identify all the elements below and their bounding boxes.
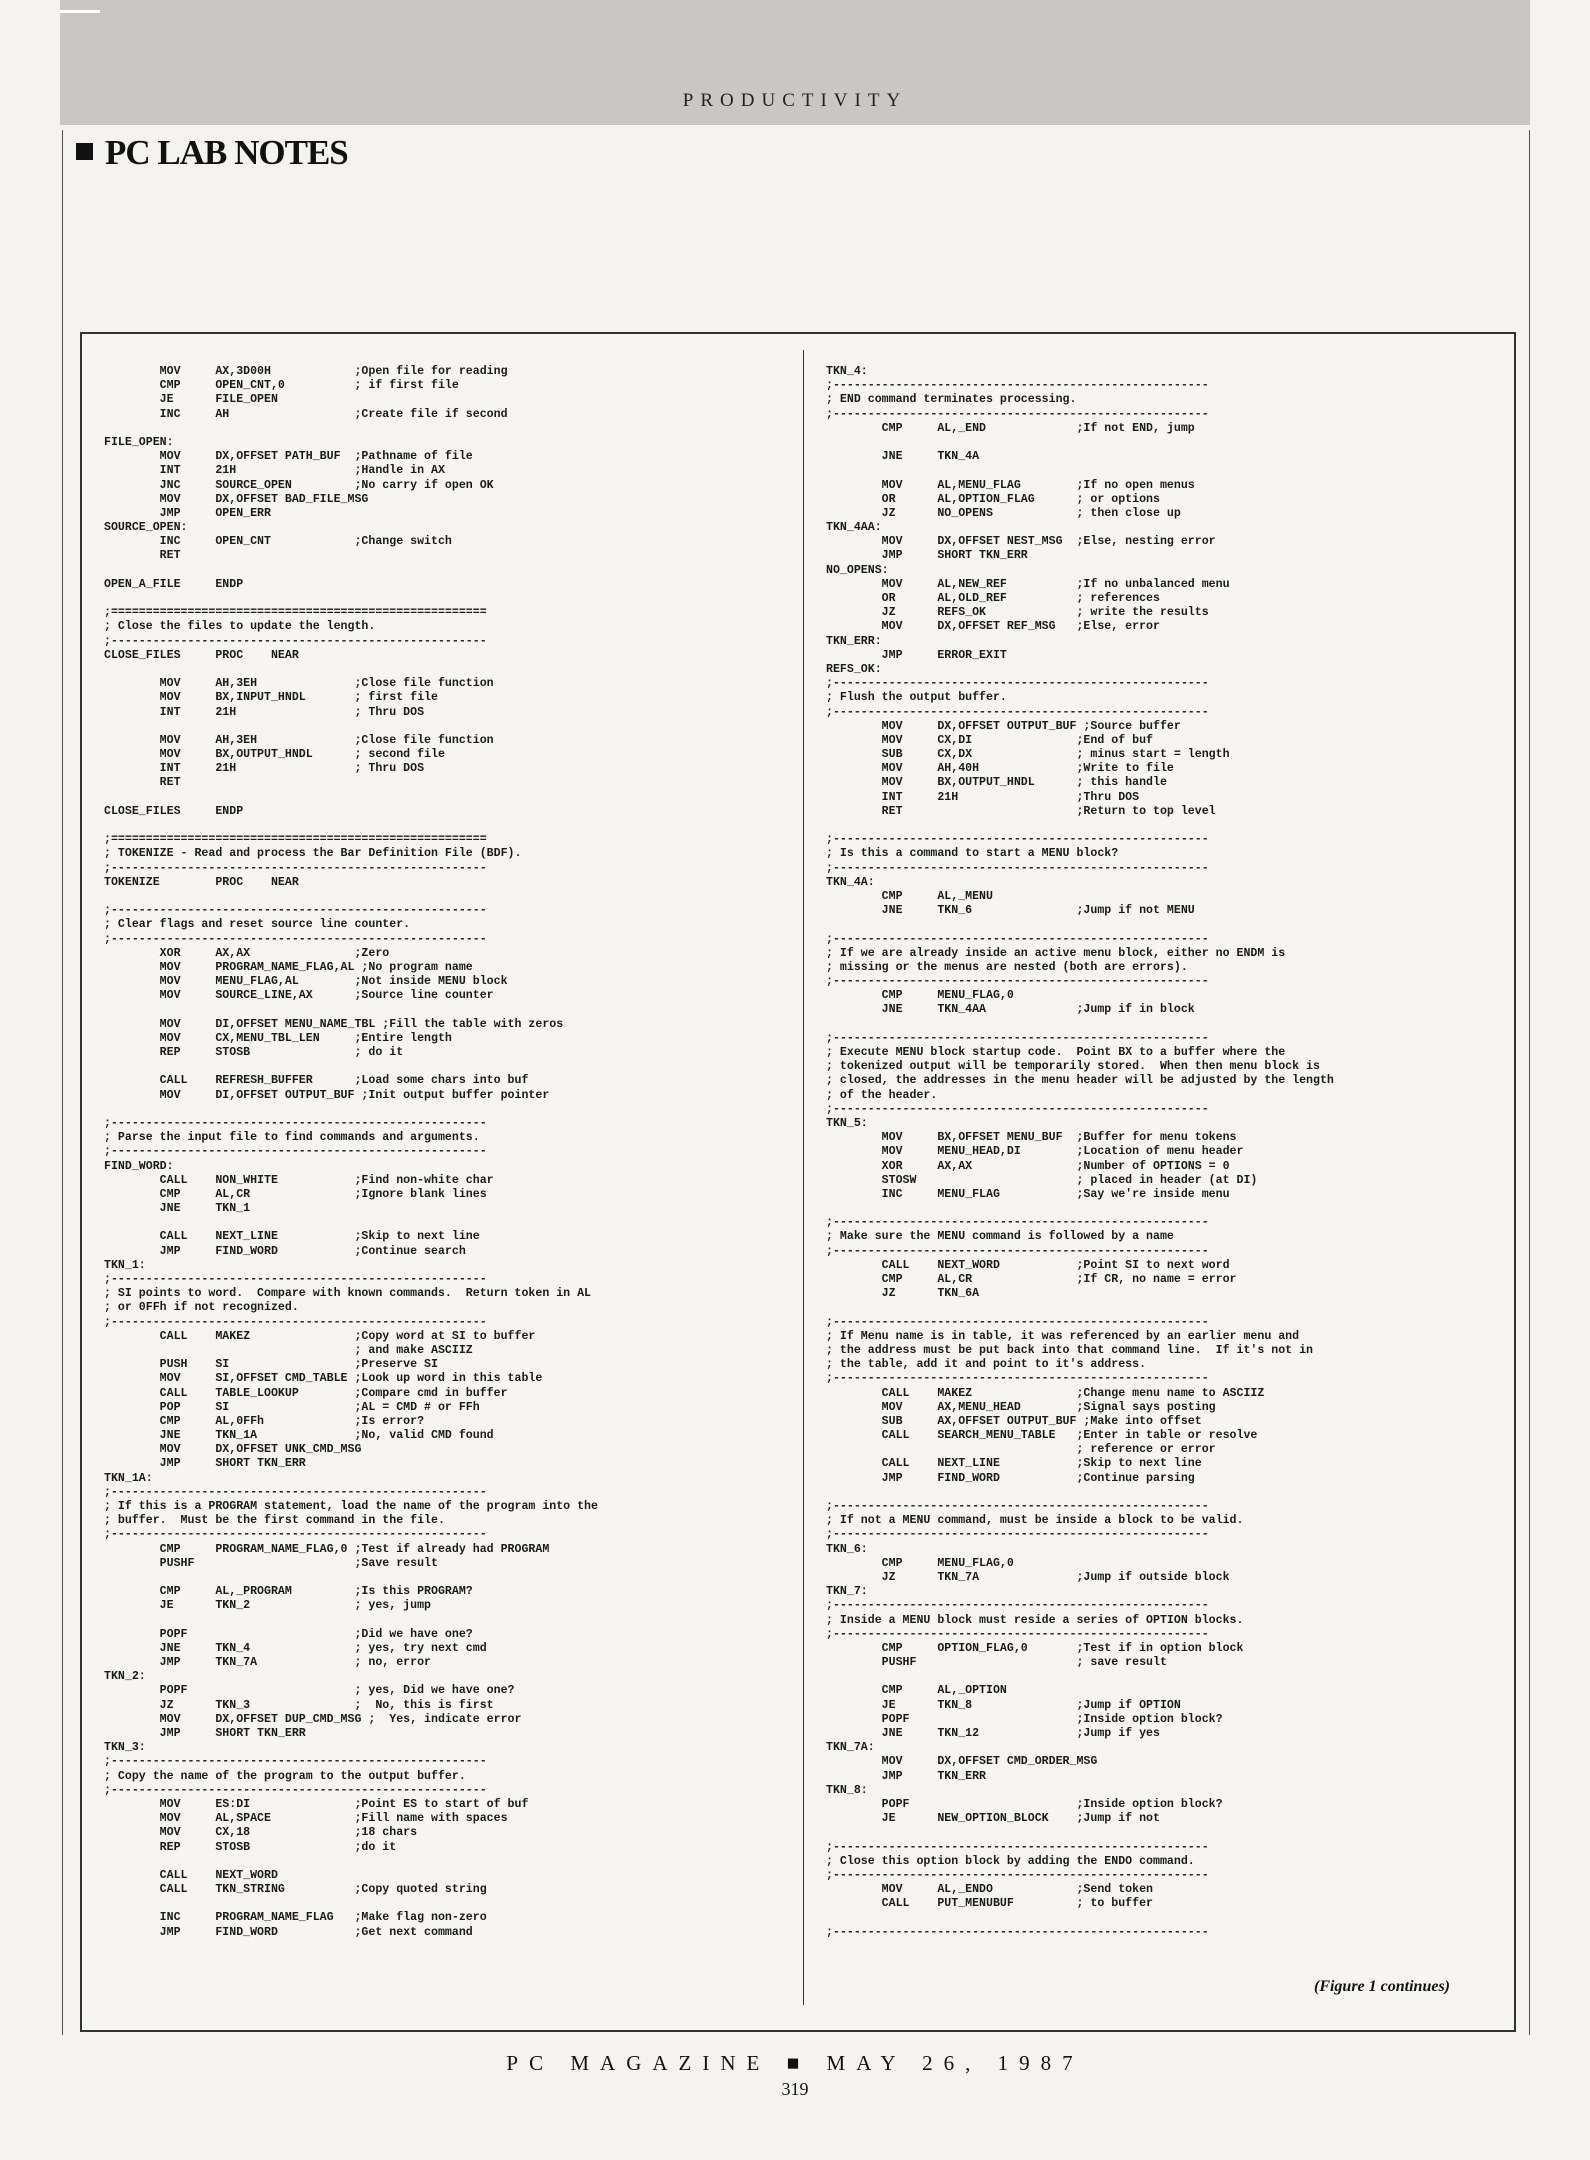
code-line: [826, 1670, 1526, 1684]
code-line: CMP PROGRAM_NAME_FLAG,0 ;Test if already had PROGRAM: [104, 1542, 550, 1556]
code-line: JMP SHORT TKN_ERR: [826, 549, 1028, 563]
code-line: ;------------------------------------------------------: [826, 1315, 1209, 1329]
code-line: MOV DX,OFFSET PATH_BUF ;Pathname of file: [104, 450, 473, 464]
code-line: MOV BX,OUTPUT_HNDL ; this handle: [826, 776, 1167, 790]
code-line: CMP MENU_FLAG,0: [826, 1556, 1014, 1570]
code-line: MOV AH,40H ;Write to file: [826, 762, 1174, 776]
code-line: CMP AL,_PROGRAM ;Is this PROGRAM?: [104, 1585, 473, 1599]
code-line: MOV CX,18 ;18 chars: [104, 1826, 418, 1840]
code-line: [826, 464, 1526, 478]
code-line: CMP AL,CR ;Ignore blank lines: [104, 1187, 487, 1201]
code-line: JNE TKN_1: [104, 1202, 251, 1216]
code-line: ; Copy the name of the program to the output buffer.: [104, 1769, 466, 1783]
code-line: INC MENU_FLAG ;Say we're inside menu: [826, 1187, 1230, 1201]
code-line: ;------------------------------------------------------: [826, 1599, 1209, 1613]
code-line: INC PROGRAM_NAME_FLAG ;Make flag non-zero: [104, 1911, 487, 1925]
code-line: CALL SEARCH_MENU_TABLE ;Enter in table or resolve: [826, 1429, 1258, 1443]
code-line: ;------------------------------------------------------: [826, 1244, 1209, 1258]
code-line: ;------------------------------------------------------: [104, 932, 487, 946]
code-line: MOV DX,OFFSET UNK_CMD_MSG: [104, 1443, 362, 1457]
code-line: POPF ;Inside option block?: [826, 1712, 1223, 1726]
code-line: JE FILE_OPEN: [104, 393, 278, 407]
code-line: JE TKN_8 ;Jump if OPTION: [826, 1698, 1181, 1712]
code-line: CALL NEXT_WORD: [104, 1868, 278, 1882]
code-line: CALL NEXT_WORD ;Point SI to next word: [826, 1258, 1230, 1272]
code-line: ; tokenized output will be temporarily stored. When then menu block is: [826, 1060, 1320, 1074]
code-line: ;------------------------------------------------------: [826, 1372, 1209, 1386]
code-line: ; the table, add it and point to it's address.: [826, 1358, 1147, 1372]
code-line: [104, 791, 804, 805]
code-line: [826, 819, 1526, 833]
code-line: ; If this is a PROGRAM statement, load the name of the program into the: [104, 1500, 598, 1513]
code-line: JMP TKN_7A ; no, error: [104, 1656, 431, 1670]
code-line: JMP TKN_ERR: [826, 1769, 987, 1783]
code-line: ; missing or the menus are nested (both are errors).: [826, 960, 1188, 974]
code-line: MOV DX,OFFSET DUP_CMD_MSG ; Yes, indicate error: [104, 1712, 522, 1726]
code-line: OPEN_A_FILE ENDP: [104, 577, 244, 591]
code-line: ;======================================================: [104, 833, 487, 847]
code-line: MOV MENU_HEAD,DI ;Location of menu header: [826, 1145, 1244, 1159]
code-line: MOV DX,OFFSET OUTPUT_BUF ;Source buffer: [826, 719, 1181, 733]
code-line: ; END command terminates processing.: [826, 393, 1077, 407]
code-line: ; If we are already inside an active menu block, either no ENDM is: [826, 946, 1286, 960]
code-line: JZ REFS_OK ; write the results: [826, 606, 1209, 620]
code-line: RET: [104, 776, 181, 790]
code-line: [104, 720, 804, 734]
section-label: PRODUCTIVITY: [682, 90, 908, 111]
code-line: ; Flush the output buffer.: [826, 691, 1007, 705]
code-line: TKN_5:: [826, 1116, 868, 1130]
code-line: TKN_3:: [104, 1741, 146, 1755]
code-line: ; or 0FFh if not recognized.: [104, 1301, 299, 1315]
code-line: CALL MAKEZ ;Copy word at SI to buffer: [104, 1329, 536, 1343]
code-line: [826, 1826, 1526, 1840]
code-line: PUSH SI ;Preserve SI: [104, 1358, 438, 1372]
code-line: [826, 1486, 1526, 1500]
code-line: ; of the header.: [826, 1088, 938, 1102]
page-number: 319: [781, 2079, 809, 2099]
code-line: JNE TKN_12 ;Jump if yes: [826, 1727, 1160, 1740]
code-line: INT 21H ; Thru DOS: [104, 762, 425, 776]
code-line: JE TKN_2 ; yes, jump: [104, 1599, 431, 1613]
code-line: [104, 1103, 804, 1117]
code-line: JNE TKN_4 ; yes, try next cmd: [104, 1641, 487, 1655]
code-line: ; reference or error: [826, 1443, 1216, 1457]
code-line: ;------------------------------------------------------: [104, 1273, 487, 1286]
code-line: PUSHF ; save result: [826, 1656, 1167, 1670]
figure-caption: (Figure 1 continues): [1313, 1978, 1450, 1995]
code-line: REP STOSB ; do it: [104, 1046, 404, 1059]
code-line: [104, 1060, 804, 1074]
code-line: TKN_4A:: [826, 875, 875, 889]
code-line: CALL NEXT_LINE ;Skip to next line: [826, 1457, 1202, 1471]
code-line: CMP MENU_FLAG,0: [826, 989, 1014, 1003]
code-line: ; Parse the input file to find commands and arguments.: [104, 1131, 480, 1145]
code-line: [826, 1911, 1526, 1925]
code-line: MOV AH,3EH ;Close file function: [104, 677, 494, 691]
code-line: CALL TKN_STRING ;Copy quoted string: [104, 1883, 487, 1897]
code-line: CMP AL,CR ;If CR, no name = error: [826, 1273, 1237, 1286]
code-line: MOV CX,MENU_TBL_LEN ;Entire length: [104, 1031, 452, 1045]
code-line: [104, 422, 804, 436]
code-line: CALL NON_WHITE ;Find non-white char: [104, 1173, 494, 1187]
code-line: MOV BX,OFFSET MENU_BUF ;Buffer for menu tokens: [826, 1131, 1237, 1145]
code-line: ;------------------------------------------------------: [826, 861, 1209, 875]
code-line: JZ NO_OPENS ; then close up: [826, 506, 1181, 520]
code-line: ; SI points to word. Compare with known commands. Return token in AL: [104, 1287, 592, 1301]
code-line: MOV SI,OFFSET CMD_TABLE ;Look up word in this table: [104, 1372, 543, 1386]
code-line: TKN_7:: [826, 1585, 868, 1599]
code-line: ;------------------------------------------------------: [826, 1500, 1209, 1513]
code-line: JNE TKN_4A: [826, 450, 980, 464]
code-line: POPF ; yes, Did we have one?: [104, 1684, 515, 1698]
code-line: INT 21H ;Thru DOS: [826, 790, 1140, 804]
code-line: MOV DX,OFFSET CMD_ORDER_MSG: [826, 1755, 1098, 1769]
code-line: ; If Menu name is in table, it was referenced by an earlier menu and: [826, 1329, 1300, 1343]
code-line: RET ;Return to top level: [826, 804, 1216, 818]
code-line: MOV BX,INPUT_HNDL ; first file: [104, 691, 438, 705]
code-line: MOV DX,OFFSET BAD_FILE_MSG: [104, 492, 369, 506]
code-line: MOV AX,MENU_HEAD ;Signal says posting: [826, 1400, 1216, 1414]
code-line: [104, 1216, 804, 1230]
code-line: JZ TKN_7A ;Jump if outside block: [826, 1570, 1230, 1584]
code-line: [104, 663, 804, 677]
code-listing-left-column: [104, 365, 804, 1940]
code-line: RET: [104, 549, 181, 563]
code-line: POPF ;Did we have one?: [104, 1627, 473, 1641]
code-line: MOV DX,OFFSET NEST_MSG ;Else, nesting error: [826, 535, 1216, 549]
code-line: ;------------------------------------------------------: [826, 1528, 1209, 1542]
code-line: TKN_ERR:: [826, 634, 882, 648]
code-line: JNC SOURCE_OPEN ;No carry if open OK: [104, 478, 494, 492]
code-line: FILE_OPEN:: [104, 435, 174, 449]
code-line: MOV DI,OFFSET OUTPUT_BUF ;Init output buffer pointer: [104, 1088, 550, 1102]
code-line: ; Close the files to update the length.: [104, 620, 376, 634]
code-line: [104, 1855, 804, 1869]
code-line: CLOSE_FILES ENDP: [104, 804, 244, 818]
code-line: CMP OPTION_FLAG,0 ;Test if in option block: [826, 1641, 1244, 1655]
code-line: JMP FIND_WORD ;Continue parsing: [826, 1471, 1195, 1485]
code-line: CALL REFRESH_BUFFER ;Load some chars into buf: [104, 1074, 529, 1088]
code-line: MOV CX,DI ;End of buf: [826, 733, 1153, 747]
code-line: ; closed, the addresses in the menu header will be adjusted by the length: [826, 1074, 1334, 1088]
code-line: ;------------------------------------------------------: [826, 1031, 1209, 1045]
code-line: [104, 1003, 804, 1017]
code-line: ;------------------------------------------------------: [826, 1102, 1209, 1116]
footer-magazine-line: PC MAGAZINE ■ MAY 26, 1987: [506, 2051, 1084, 2075]
code-line: CMP AL,0FFh ;Is error?: [104, 1414, 425, 1428]
code-listing-right-column: [826, 365, 1526, 1940]
code-line: ; Clear flags and reset source line counter.: [104, 918, 411, 932]
code-line: ; Execute MENU block startup code. Point BX to a buffer where the: [826, 1046, 1286, 1059]
code-line: POPF ;Inside option block?: [826, 1797, 1223, 1811]
code-line: ;------------------------------------------------------: [104, 1485, 487, 1499]
code-line: TKN_6:: [826, 1542, 868, 1556]
page-title-text: PC LAB NOTES: [105, 133, 348, 172]
code-line: ;------------------------------------------------------: [104, 1116, 487, 1130]
code-line: JMP FIND_WORD ;Get next command: [104, 1925, 473, 1939]
code-line: TKN_8:: [826, 1783, 868, 1797]
code-line: OR AL,OPTION_FLAG ; or options: [826, 492, 1160, 506]
code-line: [104, 890, 804, 904]
code-line: ;------------------------------------------------------: [104, 634, 487, 648]
code-line: MOV SOURCE_LINE,AX ;Source line counter: [104, 989, 494, 1003]
code-line: SOURCE_OPEN:: [104, 521, 188, 535]
code-line: JZ TKN_6A: [826, 1287, 980, 1301]
code-line: SUB CX,DX ; minus start = length: [826, 748, 1230, 762]
code-line: TKN_2:: [104, 1670, 146, 1684]
code-line: CALL NEXT_LINE ;Skip to next line: [104, 1230, 480, 1244]
code-line: STOSW ; placed in header (at DI): [826, 1173, 1258, 1187]
code-line: MOV AX,3D00H ;Open file for reading: [104, 365, 508, 378]
code-line: MOV AL,MENU_FLAG ;If no open menus: [826, 478, 1195, 492]
code-line: XOR AX,AX ;Number of OPTIONS = 0: [826, 1159, 1230, 1173]
code-line: ; buffer. Must be the first command in the file.: [104, 1514, 445, 1528]
header-rule-mark: [60, 10, 100, 13]
code-line: ;------------------------------------------------------: [826, 407, 1209, 421]
code-line: ;------------------------------------------------------: [826, 975, 1209, 989]
code-line: JNE TKN_4AA ;Jump if in block: [826, 1003, 1195, 1017]
code-line: TOKENIZE PROC NEAR: [104, 875, 299, 889]
code-line: MOV AL,SPACE ;Fill name with spaces: [104, 1812, 508, 1826]
code-line: FIND_WORD:: [104, 1159, 174, 1173]
code-line: JMP ERROR_EXIT: [826, 648, 1007, 662]
code-line: MOV DI,OFFSET MENU_NAME_TBL ;Fill the table with zeros: [104, 1017, 564, 1031]
code-line: MOV PROGRAM_NAME_FLAG,AL ;No program name: [104, 960, 473, 974]
code-line: ;------------------------------------------------------: [826, 379, 1209, 393]
code-line: ;------------------------------------------------------: [104, 1528, 487, 1542]
square-bullet-icon: [76, 143, 93, 160]
code-line: [826, 1301, 1526, 1315]
code-line: ; TOKENIZE - Read and process the Bar Definition File (BDF).: [104, 847, 522, 861]
code-line: CALL MAKEZ ;Change menu name to ASCIIZ: [826, 1386, 1265, 1400]
code-line: MOV MENU_FLAG,AL ;Not inside MENU block: [104, 975, 508, 989]
code-line: INT 21H ;Handle in AX: [104, 464, 445, 478]
code-line: ; Is this a command to start a MENU block?: [826, 847, 1119, 861]
code-line: ; Make sure the MENU command is followed by a name: [826, 1230, 1174, 1244]
code-line: ;------------------------------------------------------: [826, 1868, 1209, 1882]
code-line: JE NEW_OPTION_BLOCK ;Jump if not: [826, 1812, 1160, 1826]
code-line: INC AH ;Create file if second: [104, 407, 508, 421]
code-line: ; the address must be put back into that command line. If it's not in: [826, 1343, 1314, 1357]
code-line: NO_OPENS:: [826, 563, 889, 577]
code-line: JMP SHORT TKN_ERR: [104, 1727, 306, 1740]
code-line: CMP AL,_MENU: [826, 889, 993, 903]
code-line: SUB AX,OFFSET OUTPUT_BUF ;Make into offset: [826, 1414, 1202, 1428]
code-line: [104, 1897, 804, 1911]
code-line: JMP FIND_WORD ;Continue search: [104, 1244, 466, 1258]
code-line: MOV DX,OFFSET REF_MSG ;Else, error: [826, 620, 1160, 634]
code-line: [104, 1614, 804, 1628]
code-line: ;------------------------------------------------------: [826, 1925, 1209, 1939]
code-line: [826, 436, 1526, 450]
code-line: ;------------------------------------------------------: [104, 1755, 487, 1769]
code-line: ;------------------------------------------------------: [826, 677, 1209, 691]
code-line: CMP AL,_OPTION: [826, 1684, 1007, 1698]
code-line: ; Inside a MENU block must reside a series of OPTION blocks.: [826, 1613, 1244, 1627]
code-line: ;------------------------------------------------------: [826, 1627, 1209, 1641]
code-line: ;------------------------------------------------------: [104, 1315, 487, 1329]
page-title: [76, 133, 348, 173]
code-line: ; and make ASCIIZ: [104, 1343, 473, 1357]
code-line: REFS_OK:: [826, 662, 882, 676]
code-line: CLOSE_FILES PROC NEAR: [104, 648, 299, 662]
code-line: [104, 564, 804, 578]
code-line: ;------------------------------------------------------: [826, 1840, 1209, 1854]
code-line: MOV ES:DI ;Point ES to start of buf: [104, 1797, 529, 1811]
code-line: INT 21H ; Thru DOS: [104, 705, 425, 719]
code-line: ;======================================================: [104, 606, 487, 620]
code-line: TKN_1A:: [104, 1471, 153, 1485]
code-line: TKN_7A:: [826, 1741, 875, 1755]
code-line: [826, 918, 1526, 932]
code-line: [826, 1018, 1526, 1032]
code-line: ; If not a MENU command, must be inside a block to be valid.: [826, 1514, 1244, 1528]
code-line: [104, 1571, 804, 1585]
code-line: MOV AH,3EH ;Close file function: [104, 733, 494, 747]
code-line: CMP AL,_END ;If not END, jump: [826, 421, 1195, 435]
code-line: [104, 592, 804, 606]
code-line: [826, 1202, 1526, 1216]
code-line: ;------------------------------------------------------: [104, 904, 487, 918]
code-line: MOV AL,NEW_REF ;If no unbalanced menu: [826, 577, 1230, 591]
code-line: ;------------------------------------------------------: [826, 705, 1209, 719]
code-line: ;------------------------------------------------------: [104, 1783, 487, 1797]
code-line: CALL TABLE_LOOKUP ;Compare cmd in buffer: [104, 1386, 508, 1400]
code-line: [104, 819, 804, 833]
code-line: OR AL,OLD_REF ; references: [826, 592, 1160, 605]
code-line: ;------------------------------------------------------: [826, 833, 1209, 847]
code-line: JNE TKN_6 ;Jump if not MENU: [826, 904, 1195, 918]
code-line: JZ TKN_3 ; No, this is first: [104, 1698, 494, 1712]
code-line: TKN_4AA:: [826, 521, 882, 535]
code-line: JMP OPEN_ERR: [104, 506, 271, 520]
code-line: XOR AX,AX ;Zero: [104, 946, 390, 960]
code-line: CALL PUT_MENUBUF ; to buffer: [826, 1897, 1153, 1911]
code-line: TKN_4:: [826, 365, 868, 378]
code-line: INC OPEN_CNT ;Change switch: [104, 535, 452, 549]
code-line: JNE TKN_1A ;No, valid CMD found: [104, 1429, 494, 1443]
code-line: ;------------------------------------------------------: [104, 1145, 487, 1159]
code-line: TKN_1:: [104, 1258, 146, 1272]
code-line: MOV AL,_ENDO ;Send token: [826, 1883, 1153, 1897]
code-line: MOV BX,OUTPUT_HNDL ; second file: [104, 748, 445, 762]
code-line: ;------------------------------------------------------: [826, 1216, 1209, 1230]
code-line: CMP OPEN_CNT,0 ; if first file: [104, 379, 459, 393]
code-line: ; Close this option block by adding the ENDO command.: [826, 1854, 1195, 1868]
code-line: ;------------------------------------------------------: [104, 861, 487, 875]
code-line: JMP SHORT TKN_ERR: [104, 1457, 306, 1471]
code-line: REP STOSB ;do it: [104, 1840, 397, 1854]
code-line: PUSHF ;Save result: [104, 1556, 438, 1570]
code-line: ;------------------------------------------------------: [826, 932, 1209, 946]
code-line: POP SI ;AL = CMD # or FFh: [104, 1400, 480, 1414]
